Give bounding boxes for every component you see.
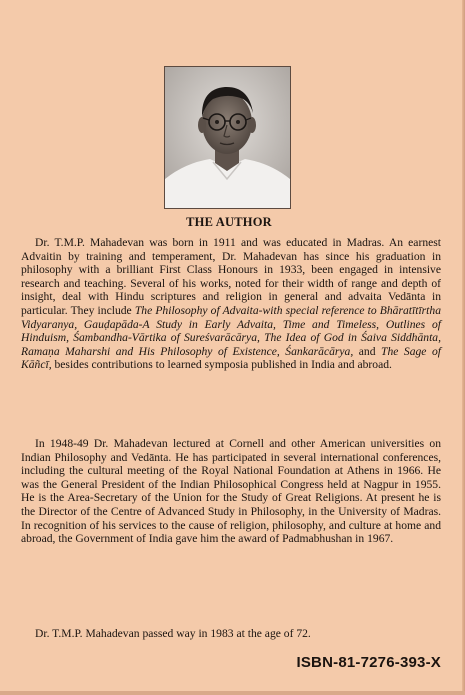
bio-text-run: and [353, 344, 382, 358]
section-heading: THE AUTHOR [186, 215, 272, 229]
bio-paragraph-3-text: Dr. T.M.P. Mahadevan passed way in 1983 at the age of 72. [35, 627, 311, 640]
bio-text-run: Dr. T.M.P. Mahadevan was born in 1911 and was educated in Madras. An earnest Advaitin by training and temperament, Dr. Mahadevan has since his graduation in philosophy with a brilliant First Class Honours in 1933, been engaged in intensive research and teaching. Several of his works, noted for their width of range and depth of insight, deal with Hindu scriptures and religion in general and advaita Vedānta in particular. They include [21, 236, 441, 317]
book-titles-run: The Sage of Kāñcī, [21, 344, 441, 372]
author-photo [164, 66, 291, 209]
cover-edge-bottom [0, 691, 465, 695]
bio-paragraph-2 [21, 437, 441, 546]
author-portrait-image [165, 67, 290, 208]
bio-paragraph-1-text [21, 236, 441, 372]
bio-paragraph-3 [21, 627, 441, 641]
isbn-number: ISBN-81-7276-393-X [296, 654, 441, 671]
bio-paragraph-2-text: In 1948-49 Dr. Mahadevan lectured at Cornell and other American universities on Indian Philosophy and Vedānta. He has participated in several international conferences, including the cultural meeting of the Royal National Foundation at Athens in 1966. He was the General President of the Indian Philosophical Congress held at Nagpur in 1955. He is the Area-Secretary of the Union for the Study of Great Religions. At present he is the Director of the Centre of Advanced Study in Philosophy, in the University of Madras. In recognition of his services to the cause of religion, philosophy, and culture at home and abroad, the Government of India gave him the award of Padmabhushan in 1967. [21, 437, 441, 546]
bio-text-run: besides contributions to learned symposia published in India and abroad. [51, 358, 392, 372]
bio-paragraph-1 [21, 236, 441, 372]
book-titles-run: The Philosophy of Advaita-with special reference to Bhāratītīrtha Vidyaranya, Gauḍapāda-A Study in Early Advaita, Time and Timeless, Outlines of Hinduism, Śambandha-Vārtika of Sureśvarācārya, The Idea of God in Śaiva Siddhānta, Ramaṇa Maharshi and His Philosophy of Existence, Śankarācārya, [21, 303, 442, 358]
